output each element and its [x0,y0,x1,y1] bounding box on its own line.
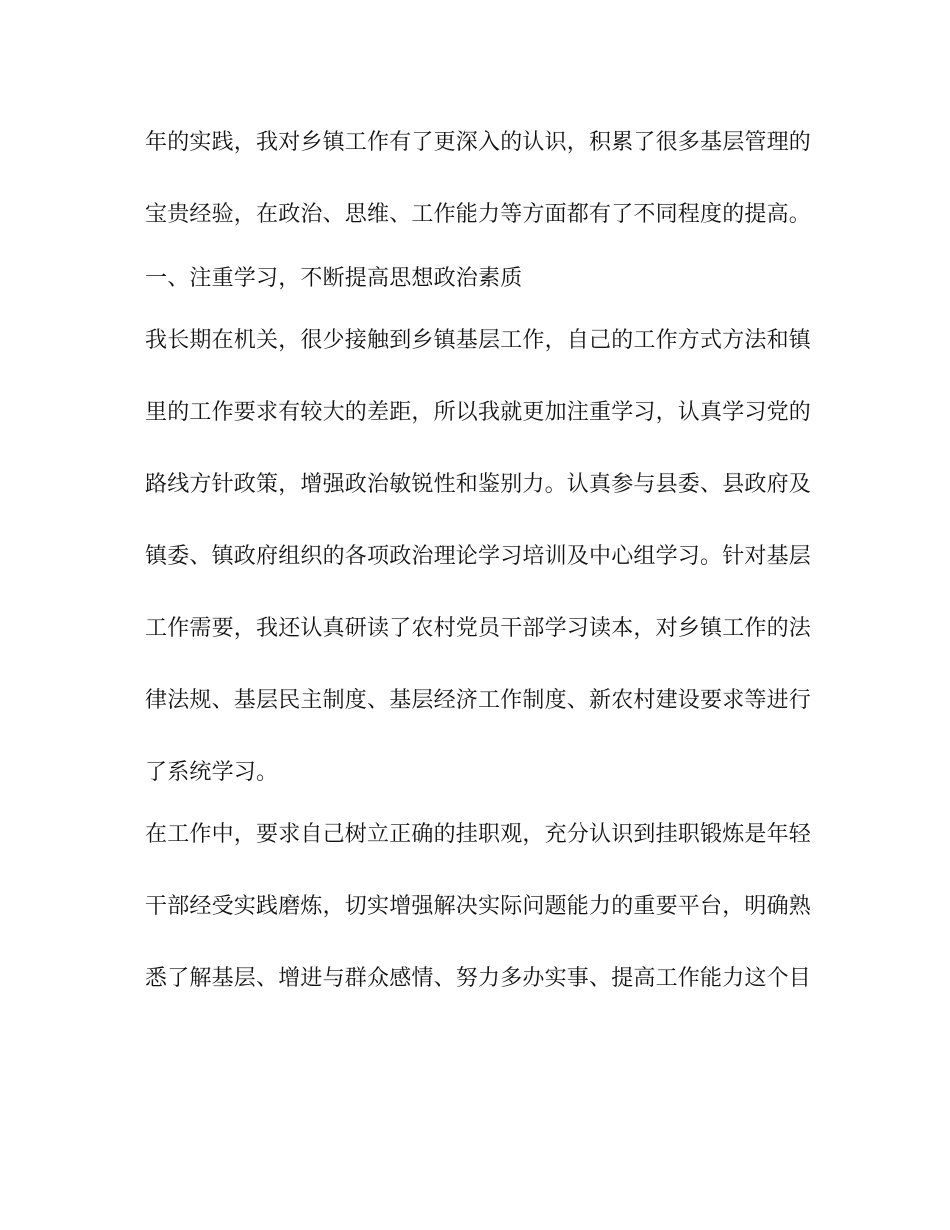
text-line: 悉了解基层、增进与群众感情、努力多办实事、提高工作能力这个目 [145,966,812,991]
text-line: 我长期在机关，很少接触到乡镇基层工作，自己的工作方式方法和镇 [145,328,812,353]
text-line: 年的实践，我对乡镇工作有了更深入的认识，积累了很多基层管理的 [145,130,812,155]
text-line: 律法规、基层民主制度、基层经济工作制度、新农村建设要求等进行 [145,688,812,713]
text-line: 路线方针政策，增强政治敏锐性和鉴别力。认真参与县委、县政府及 [145,472,812,497]
text-line: 了系统学习。 [145,760,279,785]
text-line: 宝贵经验，在政治、思维、工作能力等方面都有了不同程度的提高。 [145,202,812,227]
text-line: 干部经受实践磨炼，切实增强解决实际问题能力的重要平台，明确熟 [145,894,812,919]
text-line: 工作需要，我还认真研读了农村党员干部学习读本，对乡镇工作的法 [145,616,812,641]
text-line: 在工作中，要求自己树立正确的挂职观，充分认识到挂职锻炼是年轻 [145,822,812,847]
text-line: 镇委、镇政府组织的各项政治理论学习培训及中心组学习。针对基层 [145,544,812,569]
text-line: 里的工作要求有较大的差距，所以我就更加注重学习，认真学习党的 [145,400,812,425]
section-heading: 一、注重学习，不断提高思想政治素质 [145,266,523,291]
